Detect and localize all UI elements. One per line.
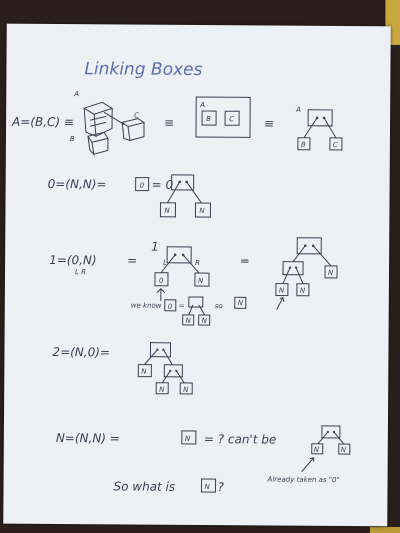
tree-one-label: 1 xyxy=(151,239,159,254)
frame-label-c: C xyxy=(229,115,235,124)
tree-two-n3: N xyxy=(183,385,189,394)
row3-equals: = xyxy=(127,253,138,268)
cube-link xyxy=(104,112,124,124)
cube-sketch xyxy=(70,90,144,155)
tree-two-n1: N xyxy=(141,367,147,376)
page-title: Linking Boxes xyxy=(84,59,203,81)
cube-label-a: A xyxy=(74,90,80,99)
row1-equiv-2: ≡ xyxy=(264,116,275,131)
expanded-n3: N xyxy=(327,268,334,277)
row2-definition: 0=(N,N)= xyxy=(47,176,107,192)
cube-label-c: C xyxy=(134,111,140,120)
tree-a xyxy=(295,106,342,150)
leaf-left-label: N xyxy=(164,206,170,215)
expanded-n1: N xyxy=(278,286,285,295)
tree-a-node xyxy=(308,110,332,126)
row1-equiv-1: ≡ xyxy=(164,115,175,130)
tree-n xyxy=(302,426,350,472)
n-box-label: N xyxy=(184,434,191,443)
frame-label-b: B xyxy=(206,115,211,124)
question-box-label: N xyxy=(204,483,210,492)
row2-result: = 0 xyxy=(151,177,174,192)
cube-a-shading xyxy=(90,116,106,126)
tree-n-n2: N xyxy=(340,446,347,455)
arrow-up xyxy=(157,289,165,301)
known-note xyxy=(131,297,246,326)
row1-definition: A=(B,C) ≡ xyxy=(12,114,75,130)
handwritten-notes xyxy=(3,24,390,527)
tree-two xyxy=(138,343,192,394)
tree-one-expanded xyxy=(276,238,338,310)
already-taken-note: Already taken as "0" xyxy=(267,475,340,485)
note-so: so xyxy=(214,302,223,311)
tree-one xyxy=(151,240,209,301)
tree-two-n2: N xyxy=(159,385,165,394)
tree-one-r: R xyxy=(195,258,200,268)
tree-n-n1: N xyxy=(313,445,320,454)
frame-label-a: A xyxy=(200,101,206,110)
note-n1: N xyxy=(185,316,191,325)
cube-a xyxy=(84,102,112,136)
row3-approx: ═ xyxy=(241,254,249,269)
question-mark: ? xyxy=(217,480,224,495)
note-n2: N xyxy=(201,317,207,326)
expanded-n2: N xyxy=(299,286,306,295)
note-we-know: we know xyxy=(130,301,162,310)
tree-one-n-label: N xyxy=(197,277,204,286)
tree-one-zero-label: 0 xyxy=(158,276,164,285)
binder-clip-bottom xyxy=(370,527,400,533)
tree-label-b: B xyxy=(300,140,306,149)
arrow-taken xyxy=(302,458,314,472)
question-text: So what is xyxy=(113,479,176,494)
note-equals: = xyxy=(178,301,185,310)
tree-label-c: C xyxy=(332,140,338,149)
leaf-right-label: N xyxy=(199,207,205,216)
note-zero: 0 xyxy=(167,302,173,311)
zero-box-label: 0 xyxy=(139,181,145,190)
cube-label-b: B xyxy=(69,135,75,144)
row3-definition: 1=(0,N) xyxy=(49,252,97,268)
row5-definition: N=(N,N) = xyxy=(55,431,120,446)
note-n4: N xyxy=(237,299,244,308)
framed-box xyxy=(196,97,250,137)
row4-definition: 2=(N,0)= xyxy=(52,344,111,360)
notebook-page xyxy=(3,24,390,527)
row3-lr: L R xyxy=(74,268,87,277)
tree-one-l: L xyxy=(163,258,168,267)
row5-result: = ? can't be xyxy=(203,432,277,447)
tree-label-a: A xyxy=(296,105,301,114)
cube-c xyxy=(122,118,144,140)
